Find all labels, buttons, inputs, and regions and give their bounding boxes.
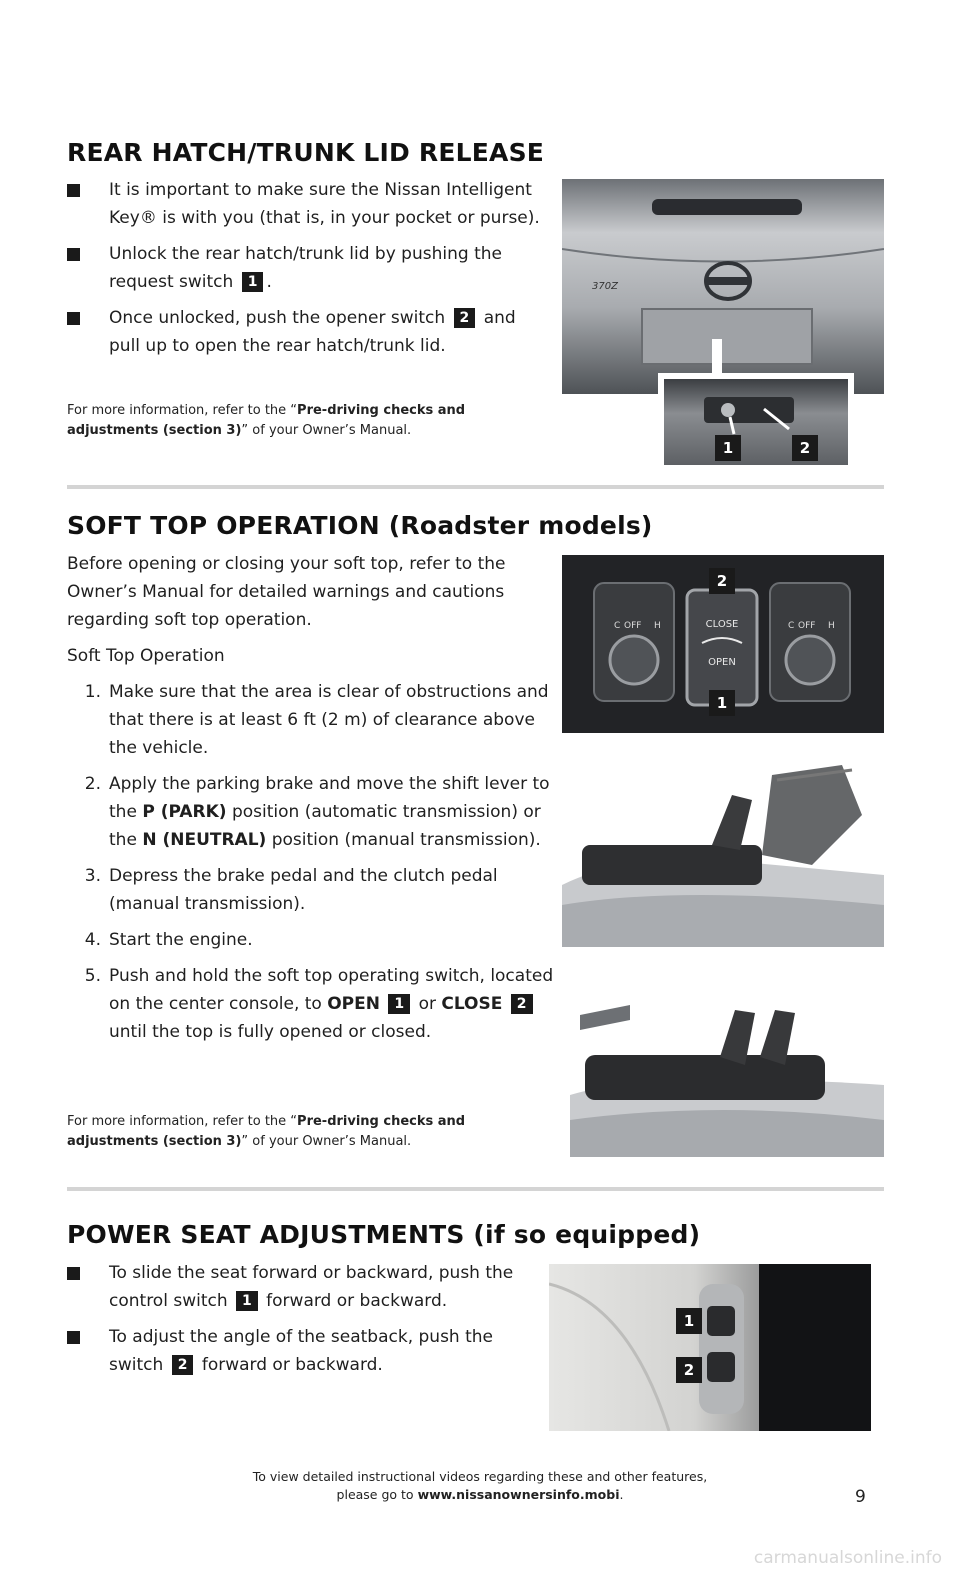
owners-info-link[interactable]: www.nissanownersinfo.mobi [417, 1487, 620, 1502]
section-divider [67, 1187, 884, 1191]
callout-badge: 1 [242, 272, 264, 292]
list-item: It is important to make sure the Nissan Intelligent Key® is with you (that is, in your pocket or purse). [67, 176, 547, 232]
power-seat-switch-photo [549, 1264, 871, 1431]
list-item: To slide the seat forward or backward, push the control switch 1 forward or backward. [67, 1259, 547, 1315]
bullet-square-icon [67, 1331, 80, 1344]
list-item: 4. Start the engine. [84, 930, 253, 950]
rear-hatch-photo [562, 179, 884, 394]
list-item: 2. Apply the parking brake and move the shift lever to the P (PARK) position (automatic transmission) or the N (NEUTRAL) position (manual transmission). [84, 774, 550, 850]
callout-badge: 1 [388, 994, 410, 1014]
photo-callout-badge: 1 [676, 1308, 702, 1334]
photo-callout-badge: 1 [709, 690, 735, 716]
callout-badge: 2 [511, 994, 533, 1014]
model-badge: 370Z [592, 281, 618, 292]
roadster-top-opening-photo [562, 755, 884, 947]
svg-text:CLOSE: CLOSE [705, 619, 739, 630]
trunk-switch-closeup-photo [658, 373, 854, 471]
bullet-square-icon [67, 248, 80, 261]
list-item: Unlock the rear hatch/trunk lid by pushing the request switch 1 . [67, 240, 547, 296]
svg-text:OFF: OFF [798, 621, 816, 631]
callout-badge: 2 [454, 308, 476, 328]
list-item: Once unlocked, push the opener switch 2 and pull up to open the rear hatch/trunk lid. [67, 304, 547, 360]
svg-text:H: H [828, 621, 835, 631]
watermark: carmanualsonline.info [753, 1548, 942, 1568]
list-item: To adjust the angle of the seatback, push the switch 2 forward or backward. [67, 1323, 547, 1379]
footer-note: To view detailed instructional videos regarding these and other features, please go to www.nissanownersinfo.mobi. [252, 1469, 708, 1502]
photo-callout-badge: 1 [715, 435, 741, 461]
photo-callout-badge: 2 [709, 568, 735, 594]
bullet-square-icon [67, 1267, 80, 1280]
photo-callout-badge: 2 [676, 1357, 702, 1383]
bullet-square-icon [67, 312, 80, 325]
page-number: 9 [855, 1487, 866, 1507]
svg-text:OPEN: OPEN [708, 657, 736, 668]
photo-callout-badge: 2 [792, 435, 818, 461]
power-seat-bullets [67, 1259, 547, 1387]
svg-text:H: H [654, 621, 661, 631]
rear-hatch-note: For more information, refer to the “Pre-driving checks and adjustments (section 3)” of your Owner’s Manual. [67, 403, 466, 438]
list-item: 1. Make sure that the area is clear of obstructions and that there is at least 6 ft (2 m) of clearance above the vehicle. [84, 682, 549, 758]
soft-top-intro: Before opening or closing your soft top, refer to the Owner’s Manual for detailed warnings and cautions regarding soft top operation. [67, 554, 506, 630]
svg-text:OFF: OFF [624, 621, 642, 631]
list-item: 3. Depress the brake pedal and the clutch pedal (manual transmission). [84, 866, 498, 914]
soft-top-subheading: Soft Top Operation [67, 646, 225, 666]
soft-top-steps [67, 678, 557, 1054]
callout-badge: 1 [236, 1291, 258, 1311]
soft-top-note: For more information, refer to the “Pre-driving checks and adjustments (section 3)” of your Owner’s Manual. [67, 1114, 466, 1149]
section-divider [67, 485, 884, 489]
power-seat-title: POWER SEAT ADJUSTMENTS (if so equipped) [67, 1220, 701, 1249]
rear-hatch-bullets [67, 176, 547, 368]
rear-hatch-title: REAR HATCH/TRUNK LID RELEASE [67, 138, 545, 167]
bullet-square-icon [67, 184, 80, 197]
list-item: 5. Push and hold the soft top operating switch, located on the center console, to OPEN 1 or CLOSE 2 until the top is fully opened or closed. [84, 966, 554, 1042]
svg-text:C: C [788, 621, 795, 631]
svg-text:C: C [614, 621, 621, 631]
roadster-top-down-photo [570, 985, 884, 1157]
soft-top-title: SOFT TOP OPERATION (Roadster models) [67, 511, 653, 540]
callout-badge: 2 [172, 1355, 194, 1375]
